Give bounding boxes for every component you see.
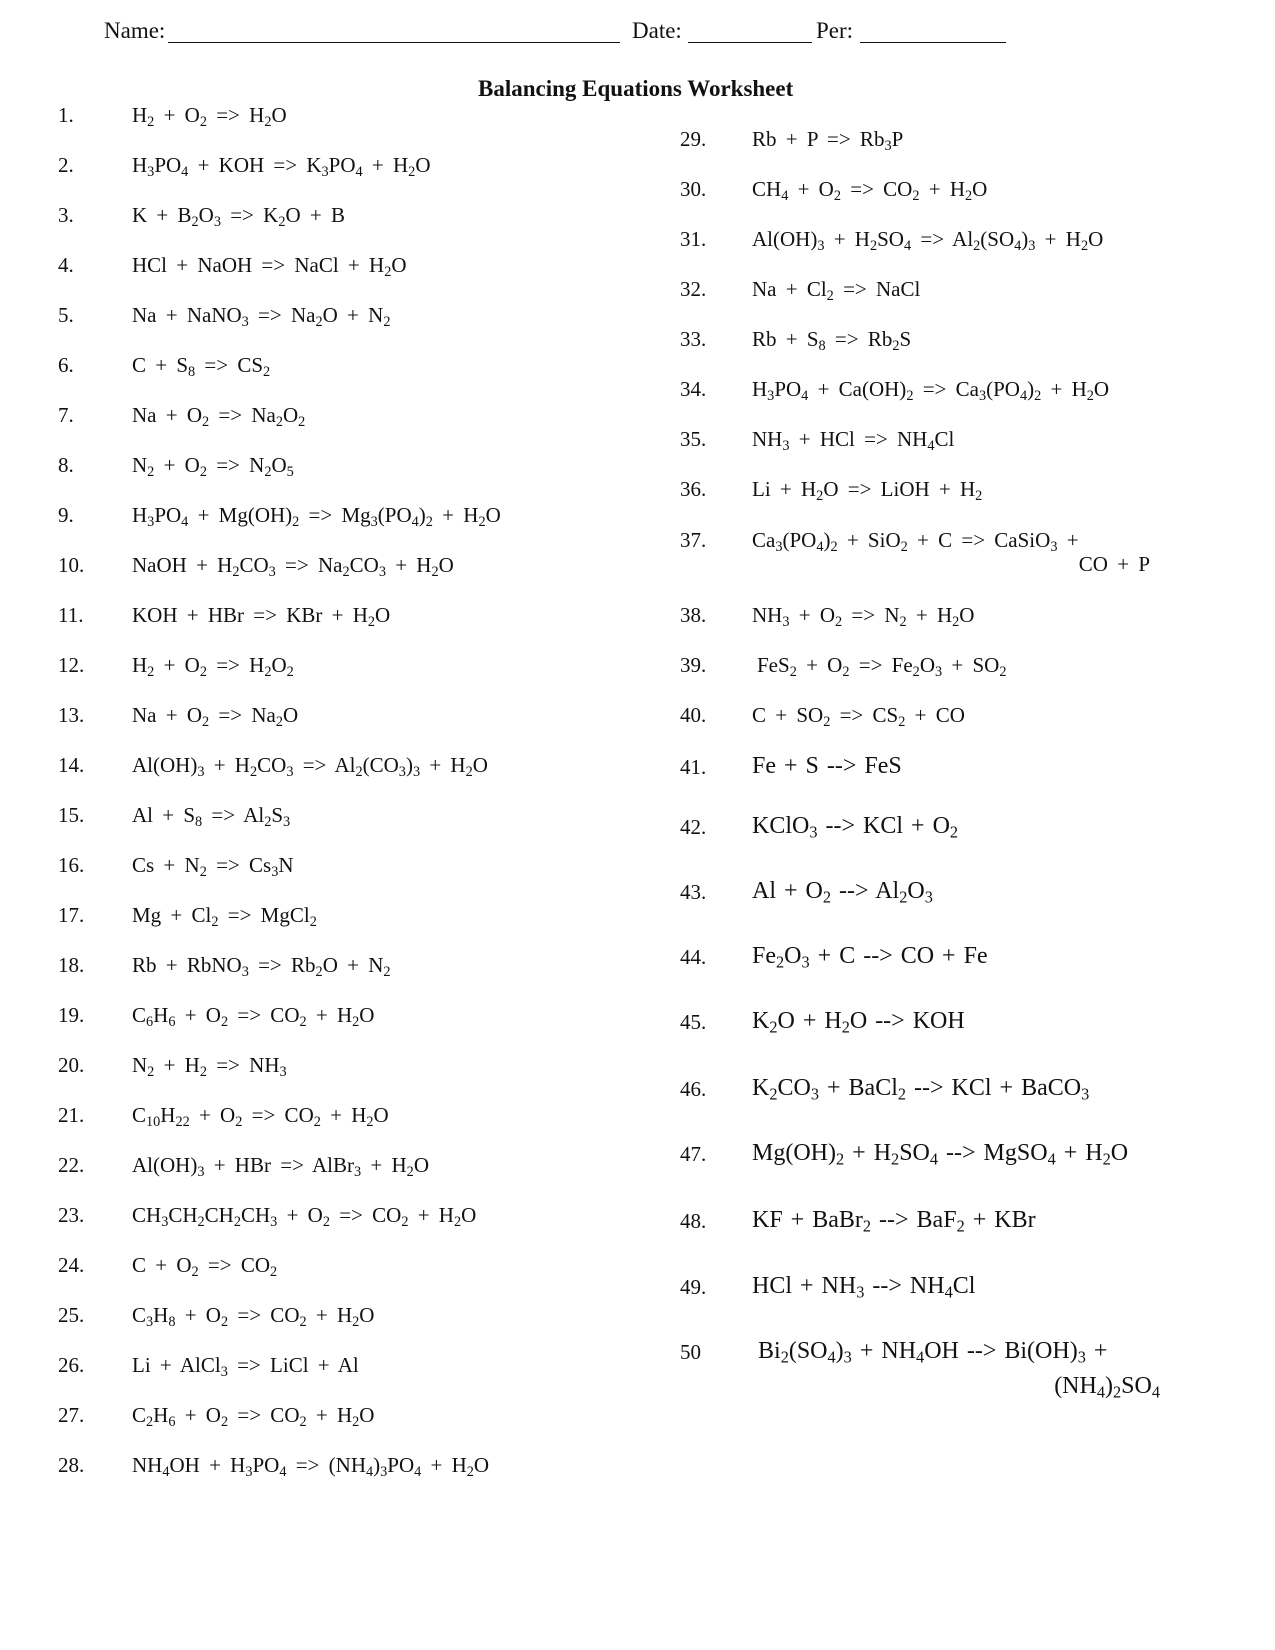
problem-number: 13. [58, 703, 85, 727]
problem-number: 18. [58, 953, 85, 977]
problem-number: 42. [680, 815, 707, 839]
problem-number: 20. [58, 1053, 85, 1077]
problem-number: 15. [58, 803, 85, 827]
problem-number: 25. [58, 1303, 85, 1327]
problem-number: 47. [680, 1142, 707, 1166]
equation: $C_{10}H_{22} + O_2 => CO_2 + H_2O$ [132, 1103, 389, 1130]
problem-number: 43. [680, 880, 707, 904]
problem-number: 41. [680, 755, 707, 779]
equation: $H_3PO_4 + Ca(OH)_2 => Ca_3(PO_4)_2 + H_2O$ [752, 377, 1110, 404]
equation: $H_2 + O_2 => H_2O_2$ [132, 653, 294, 680]
equation: $Li + H_2O$ => LiOH + $H_2$ [752, 477, 983, 504]
problem-number: 5. [58, 303, 74, 327]
equation: $Al + O_2$ --> $Al_2O_3$ [752, 878, 933, 907]
problem-number: 6. [58, 353, 74, 377]
equation: $C + O_2 => CO_2$ [132, 1253, 278, 1280]
equation: $Rb + P => Rb_3P$ [752, 127, 904, 154]
equation: $N_2 + O_2 => N_2O_5$ [132, 453, 294, 480]
problem-number: 31. [680, 227, 707, 251]
equation-continuation: CO + P [1078, 552, 1150, 576]
problem-number: 1. [58, 103, 74, 127]
equation: $Mg + Cl_2$ => MgCl$_2$ [132, 903, 317, 930]
equation: $H_3PO_4 + Mg(OH)_2 => Mg_3(PO_4)_2 + H_2O$ [132, 503, 501, 530]
problem-number: 21. [58, 1103, 85, 1127]
problem-number: 32. [680, 277, 707, 301]
equation: $C_6H_6 + O_2 => CO_2 + H_2O$ [132, 1003, 375, 1030]
equation: $K + B_2O_3 => K_2O + B$ [132, 203, 345, 230]
problem-number: 45. [680, 1010, 707, 1034]
problem-number: 17. [58, 903, 85, 927]
problem-number: 23. [58, 1203, 85, 1227]
equation: $NH_3 + O_2 => N_2 + H_2O$ [752, 603, 975, 630]
problem-number: 38. [680, 603, 707, 627]
worksheet-title: Balancing Equations Worksheet [478, 76, 794, 101]
problem-number: 4. [58, 253, 74, 277]
equation: NaOH + $H_2CO_3 => Na_2CO_3 + H_2O$ [132, 553, 454, 580]
problem-number: 30. [680, 177, 707, 201]
name-label: Name: [104, 18, 166, 43]
problem-number: 39. [680, 653, 707, 677]
problem-number: 16. [58, 853, 85, 877]
equation: $K_2CO_3$ + BaCl$_2$ --> KCl + BaCO$_3$ [752, 1075, 1090, 1104]
problem-number: 40. [680, 703, 707, 727]
equation: $CH_3CH_2CH_2CH_3 + O_2 => CO_2 + H_2O$ [132, 1203, 477, 1230]
equation: $CH_4 + O_2 => CO_2 + H_2O$ [752, 177, 988, 204]
equation: HCl + $NH_3$ --> $NH_4Cl$ [752, 1273, 976, 1302]
equation: $Al + S_8 => Al_2S_3$ [132, 803, 291, 830]
equation: $Na + O_2 => Na_2O_2$ [132, 403, 306, 430]
equation: HCl + NaOH => NaCl + $H_2O$ [132, 253, 407, 280]
problem-number: 27. [58, 1403, 85, 1427]
name-field-line[interactable] [168, 42, 620, 43]
problem-number: 36. [680, 477, 707, 501]
equation: Na + NaNO$_3$ => $Na_2O + N_2$ [132, 303, 391, 330]
problem-number: 19. [58, 1003, 85, 1027]
problem-number: 7. [58, 403, 74, 427]
equation: $Fe_2O_3 + C$ --> CO + Fe [752, 943, 988, 972]
equation: $H_2 + O_2 => H_2O$ [132, 103, 287, 130]
equation: KF + BaBr$_2$ --> BaF$_2$ + KBr [752, 1207, 1036, 1236]
problem-number: 34. [680, 377, 707, 401]
equation: $Rb + S_8 => Rb_2S$ [752, 327, 912, 354]
equation: $C + SO_2 => CS_2$ + CO [752, 703, 965, 730]
problem-number: 24. [58, 1253, 85, 1277]
problem-number: 33. [680, 327, 707, 351]
equation: $Al(OH)_3 + H_2CO_3 => Al_2(CO_3)_3 + H_2O$ [132, 753, 488, 780]
equation: $Al(OH)_3$ + HBr => AlBr$_3$ + $H_2O$ [132, 1153, 429, 1180]
problem-number: 2. [58, 153, 74, 177]
problem-number: 49. [680, 1275, 707, 1299]
problem-number: 8. [58, 453, 74, 477]
problem-number: 10. [58, 553, 85, 577]
problem-number: 11. [58, 603, 84, 627]
equation: $Bi_2(SO_4)_3 + NH_4OH$ --> $Bi(OH)_3$ + [758, 1338, 1108, 1367]
problem-number: 12. [58, 653, 85, 677]
equation: $C_2H_6 + O_2 => CO_2 + H_2O$ [132, 1403, 375, 1430]
problem-number: 26. [58, 1353, 85, 1377]
problem-number: 44. [680, 945, 707, 969]
equation: $N_2 + H_2 => NH_3$ [132, 1053, 287, 1080]
problem-number: 29. [680, 127, 707, 151]
equation: Li + AlCl$_3$ => LiCl + Al [132, 1353, 359, 1380]
equation: KOH + HBr => KBr + $H_2O$ [132, 603, 391, 630]
equation: Fe + S --> FeS [752, 753, 902, 779]
equation-continuation: $(NH_4)_2SO_4$ [1054, 1373, 1160, 1402]
equation: $NH_4OH + H_3PO_4 => (NH_4)_3PO_4 + H_2O$ [132, 1453, 490, 1480]
equation: KClO$_3$ --> KCl + $O_2$ [752, 813, 959, 842]
equation: $K_2O + H_2O$ --> KOH [752, 1008, 965, 1037]
equation: $H_3PO_4$ + KOH => $K_3PO_4 + H_2O$ [132, 153, 431, 180]
problem-number: 46. [680, 1077, 707, 1101]
problem-number: 35. [680, 427, 707, 451]
period-label: Per: [816, 18, 854, 43]
equation: $NH_3$ + HCl => $NH_4Cl$ [752, 427, 955, 454]
problem-number: 50 [680, 1340, 701, 1364]
equation: $C_3H_8 + O_2 => CO_2 + H_2O$ [132, 1303, 375, 1330]
problem-number: 3. [58, 203, 74, 227]
equation: $Na + O_2 => Na_2O$ [132, 703, 299, 730]
date-field-line[interactable] [688, 42, 812, 43]
problem-number: 14. [58, 753, 85, 777]
date-label: Date: [632, 18, 682, 43]
equation: $Na + Cl_2$ => NaCl [752, 277, 921, 304]
equation: $Al(OH)_3 + H_2SO_4 => Al_2(SO_4)_3 + H_2O$ [752, 227, 1104, 254]
period-field-line[interactable] [860, 42, 1006, 43]
problem-number: 48. [680, 1209, 707, 1233]
equation: $Cs + N_2 => Cs_3N$ [132, 853, 294, 880]
problem-number: 28. [58, 1453, 85, 1477]
equation: $Mg(OH)_2 + H_2SO_4$ --> MgSO$_4$ + $H_2O$ [752, 1140, 1129, 1169]
problem-number: 9. [58, 503, 74, 527]
problem-number: 37. [680, 528, 707, 552]
equation: $Ca_3(PO_4)_2 + SiO_2 + C$ => CaSiO$_3$ + [752, 528, 1079, 555]
equation: $C + S_8 => CS_2$ [132, 353, 271, 380]
equation: $FeS_2 + O_2 => Fe_2O_3 + SO_2$ [757, 653, 1007, 680]
problem-number: 22. [58, 1153, 85, 1177]
equation: Rb + RbNO$_3$ => $Rb_2O + N_2$ [132, 953, 391, 980]
